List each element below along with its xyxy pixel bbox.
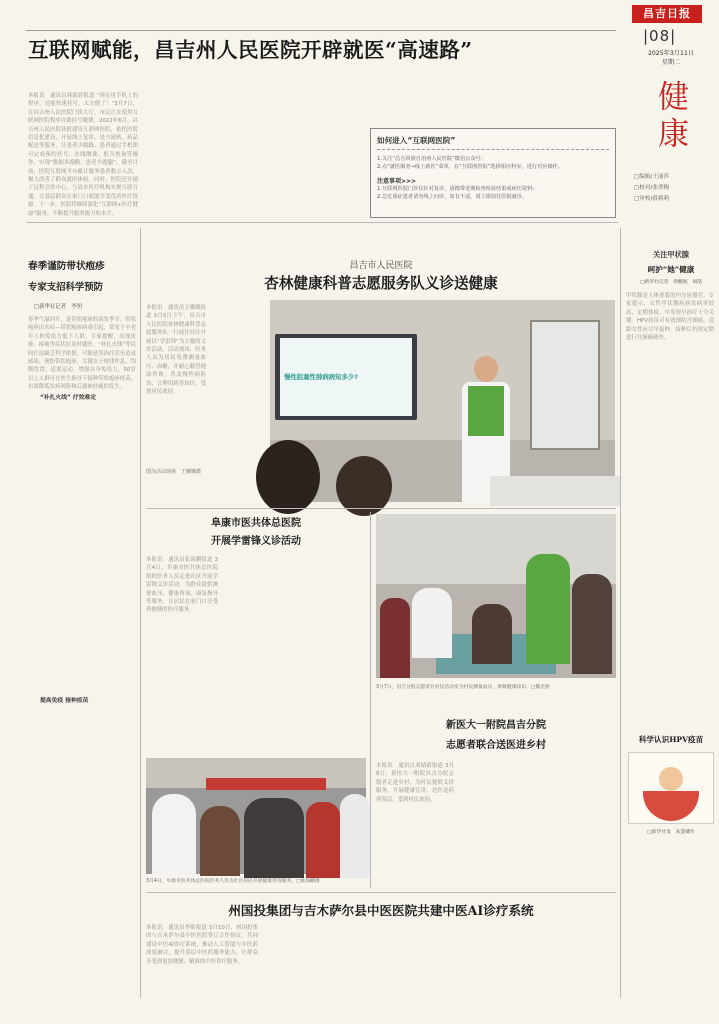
xinyida-photo xyxy=(376,514,616,678)
cartoon-shield xyxy=(643,791,699,821)
main-article-body: 本报讯 通讯员韩婧婷报道 “现在用手机上的程序，还能快速挂号，太方便了！”3月7日，在昌吉州人民医院门诊大厅，市民正在使用互联网医院程序自助挂号缴费。2022年6月，昌吉州人民医院获批建设互联网医院，依托医院信息化建设，开展线上复诊、处方流转、药品配送等服务，让患者少跑路。患者通过手机即可完成预约挂号、在线缴费、报告查询等操作，实现“数据多跑路，患者少跑腿”。截至目前，医院互联网平台累计服务患者数万人次，极大改善了群众就医体验。同时，医院还开通了远程会诊中心，与县市医疗机构实现互联互通，让基层群众在家门口就能享受优质医疗资源。下一步，医院将继续深化“互联网+医疗健康”服务，不断提升服务能力和水平。 xyxy=(28,93,138,217)
xinglin-headline: 杏林健康科普志愿服务队义诊送健康 xyxy=(264,275,498,292)
bottom-body-col3 xyxy=(382,924,494,998)
xinyida-body-col2 xyxy=(458,762,534,882)
internet-hospital-box xyxy=(370,128,616,218)
red-banner xyxy=(206,778,326,790)
box-title: 如何进入“互联网医院” xyxy=(377,135,609,150)
box-step: 1.关注“昌吉回族自治州人民医院”微信公众号； xyxy=(377,156,486,162)
newspaper-logo: 昌吉日报 xyxy=(632,5,702,23)
main-article-body-col2 xyxy=(143,92,253,164)
left-body: 春季气温回升，是带状疱疹的高发季节。带状疱疹由水痘—带状疱疹病毒引起，常见于中老年人和免疫力低下人群。专家提醒，出现皮疹、疼痛等症状应及时就医。“补扎火线”等民间疗法缺乏科学依据，可能延误治疗甚至造成感染。预防带状疱疹，关键在于规律作息、均衡饮食、适度运动，增强自身免疫力。50岁以上人群可在医生指导下接种带状疱疹疫苗，有效降低发病风险和后遗神经痛的发生。 xyxy=(28,317,137,391)
hpv-body: 甲状腺是人体重要的内分泌器官。专家提示，女性甲状腺疾病发病率较高，定期体检、早发现早治疗十分关键。HPV疫苗可有效预防宫颈癌，适龄女性应尽早接种，接种后仍需定期进行宫颈癌筛查。 xyxy=(626,293,714,342)
nurse xyxy=(152,794,196,874)
issue-weekday: 星期二 xyxy=(661,59,681,66)
left-body-2 xyxy=(28,402,136,690)
fukang-headline-2: 开展学雷锋义诊活动 xyxy=(211,536,301,547)
volunteer-2 xyxy=(526,554,570,664)
box-notes-label: 注意事项>>> xyxy=(377,178,417,185)
fukang-body: 本报讯 通讯员张海鹏报道 3月4日，阜康市医共体总医院组织医务人员走进社区开展学雷锋义诊活动，为群众提供测量血压、健康咨询、康复指导等服务，让居民在家门口享受到便捷的医疗服务。 xyxy=(146,557,218,614)
bottom-headline: 州国投集团与吉木萨尔县中医医院共建中医AI诊疗系统 xyxy=(228,903,534,918)
doctor-right xyxy=(340,794,370,878)
left-byline: □新华社记者 李恒 xyxy=(34,304,83,310)
bottom-body-col2 xyxy=(264,924,376,998)
box-note: 1.互联网医院门诊仅针对复诊，请携带近期检查检验结果或病历资料； xyxy=(377,186,538,192)
page-number: |08| xyxy=(643,27,677,45)
xinglin-caption: 图为活动现场 王娜娜摄 xyxy=(146,469,202,475)
left-headline-2: 专家支招科学预防 xyxy=(28,282,104,293)
audience-head xyxy=(336,456,392,516)
hpv-top-headline: 呵护“她”健康 xyxy=(647,265,695,274)
hpv-cartoon xyxy=(628,752,714,824)
left-subhead: 提高免疫 接种疫苗 xyxy=(40,698,89,704)
doctor-head xyxy=(474,356,498,382)
xinyida-body: 本报讯 通讯员刘婧婧报道 3月8日，新医大一附院昌吉分院志愿者走进乡村，为村民提供义诊服务，开展健康宣讲，送医送药到基层，受到村民欢迎。 xyxy=(376,763,454,803)
main-article-body-col4 xyxy=(370,92,478,122)
audience-head xyxy=(256,440,320,514)
xinglin-photo xyxy=(270,300,615,502)
main-article-body-col3 xyxy=(258,92,366,164)
editor-line: □校对/张翠梅 xyxy=(634,185,670,191)
fukang-body-col3 xyxy=(296,556,366,752)
box-step: 2.点“就医服务→线上就医”菜单，在“互联网医院”选择相应科室，进行对应操作。 xyxy=(377,164,564,170)
hpv-top-byline: □新华社记者 徐鹏航 胡喆 xyxy=(639,280,703,285)
hpv-headline: 科学认识HPV疫苗 xyxy=(638,735,704,744)
patient xyxy=(200,806,240,876)
cartoon-figure xyxy=(659,767,683,791)
window xyxy=(530,320,600,450)
hpv-kicker: 关注甲状腺 xyxy=(653,250,689,259)
villager xyxy=(380,598,410,678)
fukang-photo xyxy=(146,758,366,874)
table xyxy=(490,476,620,506)
villager xyxy=(472,604,512,664)
fukang-body-col2 xyxy=(222,556,292,748)
left-headline-1: 春季谨防带状疱疹 xyxy=(28,261,105,272)
tv-slide-text: 慢性阻塞性肺病病知多少? xyxy=(284,373,359,381)
section-title: 健康 xyxy=(652,80,688,154)
doctor-vest xyxy=(468,386,504,436)
fukang-caption: 3月4日，阜康市医共体总医院医务人员为社区居民开展健康咨询服务。□张海鹏摄 xyxy=(146,879,320,884)
editor-line: □审校/薛莉莉 xyxy=(634,196,670,202)
xinglin-body: 本报讯 通讯员王娜娜报道 3月5日下午，昌吉市人民医院杏林健康科普志愿服务队一行前往社区开展以“学雷锋”为主题的义诊活动。活动现场，医务人员为居民免费测量血压、血糖，并耐心解答健康咨询，普及慢性病防治、合理用药等知识，受到居民欢迎。 xyxy=(146,305,206,396)
villager xyxy=(572,574,612,674)
box-note: 2.急危重症患者请勿线上问诊，如有不适，请立即前往医院就诊。 xyxy=(377,194,528,200)
fukang-headline-1: 阜康市医共体总医院 xyxy=(211,518,301,529)
left-subhead: “补扎火线” 疗效难定 xyxy=(40,395,97,401)
issue-date: 2025年3月11日 xyxy=(647,50,695,57)
main-headline: 互联网赋能，昌吉州人民医院开辟就医“高速路” xyxy=(28,38,473,62)
red-jacket xyxy=(306,802,340,878)
hpv-body-2 xyxy=(626,842,714,996)
xinyida-body-col3 xyxy=(538,762,616,882)
xinyida-headline-1: 新医大一附院昌吉分院 xyxy=(446,720,546,731)
editors-list xyxy=(634,172,704,205)
bottom-body: 本报讯 通讯员李维报道 3月10日，州国投集团与吉木萨尔县中医医院签订合作协议，共同建设中医AI诊疗系统，推动人工智能与中医药深度融合，提升基层中医药服务能力，让群众享受到更加便捷、精准的中医诊疗服务。 xyxy=(146,925,258,965)
volunteer-1 xyxy=(412,588,452,658)
editor-line: □编辑/王丽萍 xyxy=(634,174,670,180)
xinyida-caption: 3月7日，昌吉分院志愿者在村民活动室为村民测量血压，讲解健康知识。□魏光照 xyxy=(376,685,550,690)
hpv-bottom-byline: □新华社发 朱慧卿作 xyxy=(647,830,695,835)
crowd xyxy=(244,798,304,878)
xinyida-headline-2: 志愿者联合送医进乡村 xyxy=(446,740,546,751)
bottom-body-col4 xyxy=(500,924,616,998)
wall xyxy=(376,514,616,584)
xinglin-kicker: 昌吉市人民医院 xyxy=(349,261,413,271)
left-body-3 xyxy=(28,706,136,996)
main-article-body-col5 xyxy=(482,92,616,122)
